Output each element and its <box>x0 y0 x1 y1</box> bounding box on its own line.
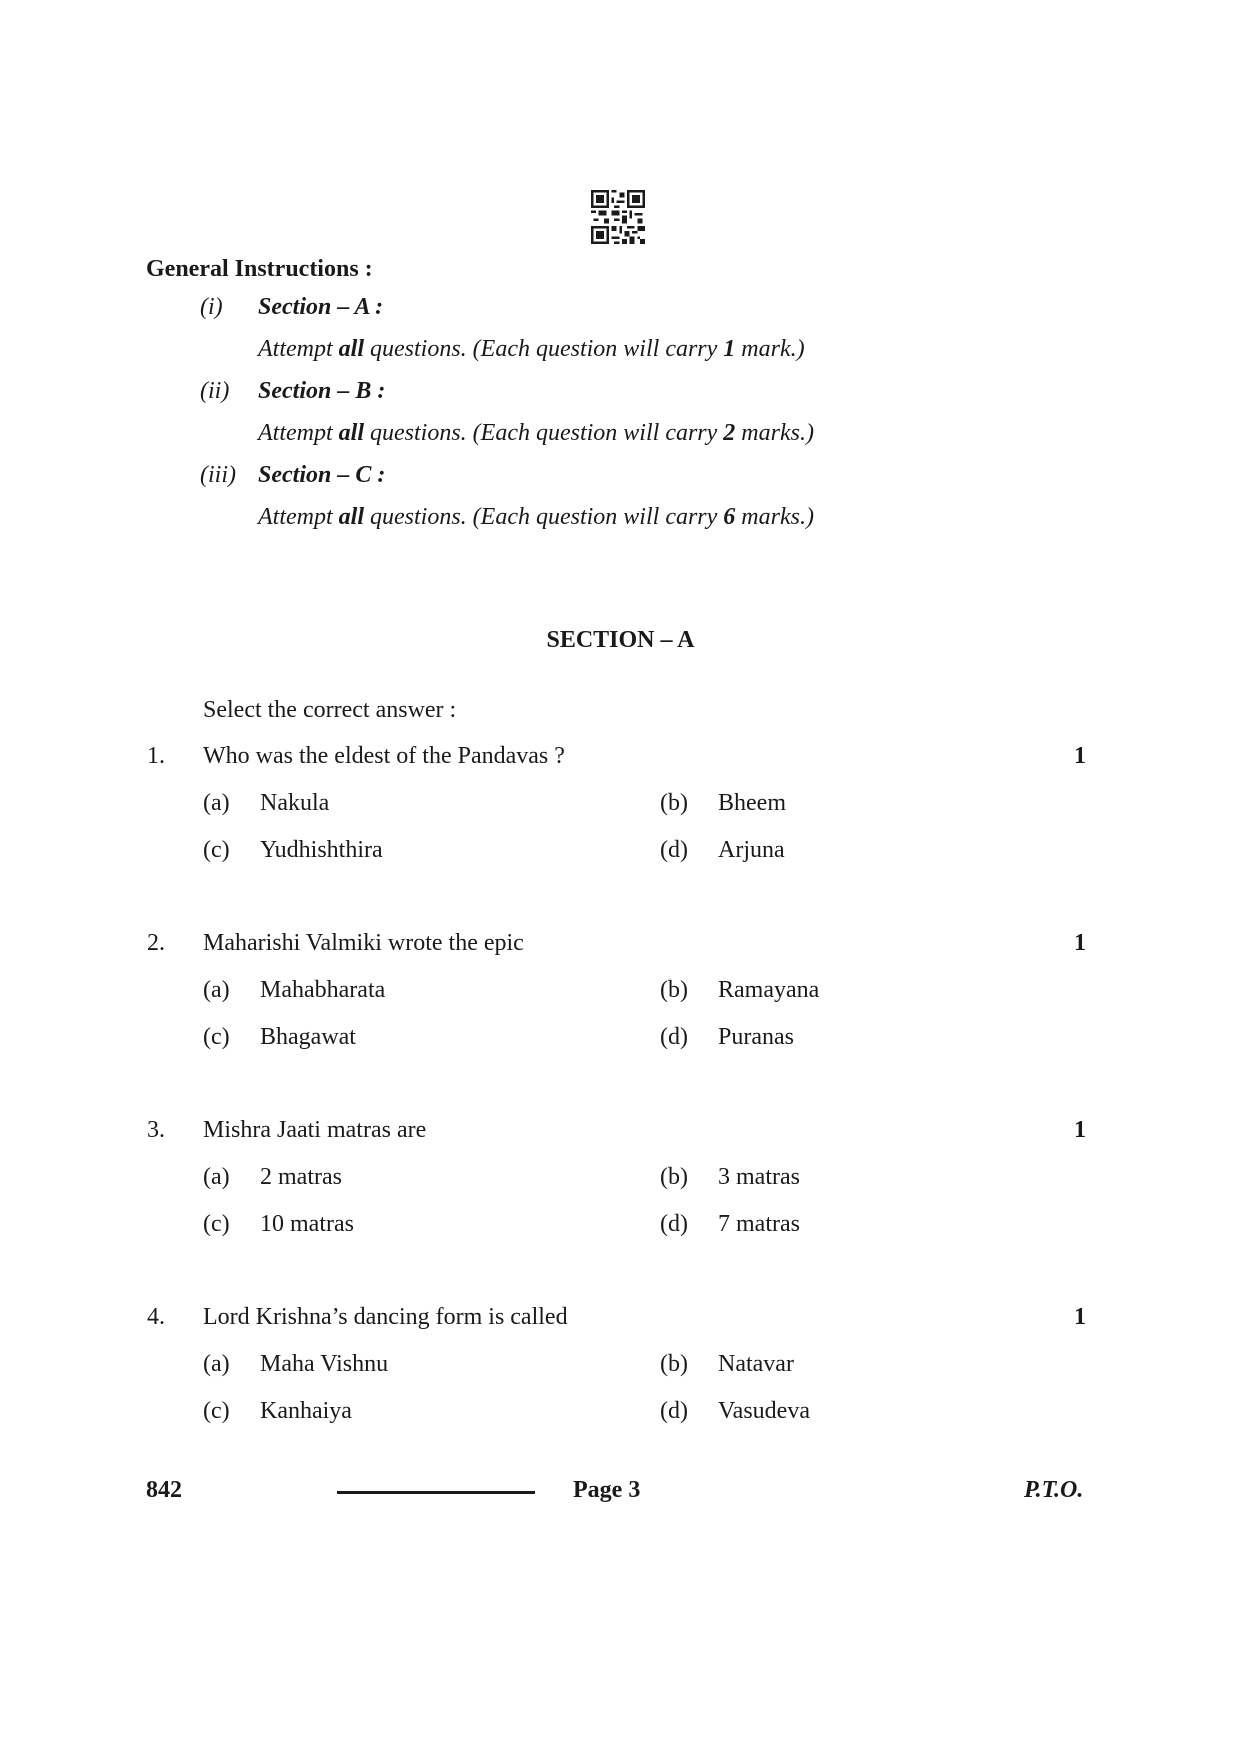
question-marks: 1 <box>1074 930 1086 956</box>
question-text: Who was the eldest of the Pandavas ? <box>203 743 565 769</box>
option-text: Yudhishthira <box>260 837 383 863</box>
option-text: Natavar <box>718 1351 794 1377</box>
instruction-attempt-text: Attempt all questions. (Each question will carry 6 marks.) <box>258 504 814 530</box>
option-label: (d) <box>660 1024 688 1050</box>
option-label: (c) <box>203 1211 230 1237</box>
instruction-number: (ii) <box>200 378 230 404</box>
option-text: Bheem <box>718 790 786 816</box>
option-text: Maha Vishnu <box>260 1351 389 1377</box>
option-label: (c) <box>203 1398 230 1424</box>
option-text: Kanhaiya <box>260 1398 352 1424</box>
please-turn-over: P.T.O. <box>1024 1477 1084 1503</box>
option-label: (d) <box>660 1211 688 1237</box>
option-text: Arjuna <box>718 837 785 863</box>
question-marks: 1 <box>1074 743 1086 769</box>
option-text: 7 matras <box>718 1211 800 1237</box>
question-text: Lord Krishna’s dancing form is called <box>203 1304 568 1330</box>
option-label: (b) <box>660 1164 688 1190</box>
option-text: 2 matras <box>260 1164 342 1190</box>
instruction-section-label: Section – B : <box>258 378 386 404</box>
select-answer-prompt: Select the correct answer : <box>203 697 457 723</box>
instruction-attempt-text: Attempt all questions. (Each question will carry 2 marks.) <box>258 420 814 446</box>
paper-code: 842 <box>146 1477 182 1503</box>
question-marks: 1 <box>1074 1304 1086 1330</box>
option-label: (d) <box>660 837 688 863</box>
footer-divider <box>337 1491 535 1494</box>
question-number: 3. <box>147 1117 165 1143</box>
general-instructions-title: General Instructions : <box>146 256 373 282</box>
question-number: 4. <box>147 1304 165 1330</box>
option-text: Ramayana <box>718 977 820 1003</box>
option-label: (a) <box>203 790 230 816</box>
option-text: Vasudeva <box>718 1398 810 1424</box>
instruction-number: (i) <box>200 294 223 320</box>
instruction-section-label: Section – C : <box>258 462 386 488</box>
option-text: Puranas <box>718 1024 794 1050</box>
option-label: (a) <box>203 977 230 1003</box>
qr-code-icon <box>591 190 645 244</box>
option-text: 10 matras <box>260 1211 354 1237</box>
option-label: (d) <box>660 1398 688 1424</box>
option-label: (b) <box>660 790 688 816</box>
question-text: Mishra Jaati matras are <box>203 1117 427 1143</box>
question-number: 1. <box>147 743 165 769</box>
option-label: (a) <box>203 1351 230 1377</box>
instruction-number: (iii) <box>200 462 236 488</box>
option-label: (c) <box>203 837 230 863</box>
option-text: Bhagawat <box>260 1024 356 1050</box>
section-a-heading: SECTION – A <box>546 627 695 653</box>
question-number: 2. <box>147 930 165 956</box>
option-label: (b) <box>660 1351 688 1377</box>
option-label: (b) <box>660 977 688 1003</box>
option-text: Mahabharata <box>260 977 386 1003</box>
question-marks: 1 <box>1074 1117 1086 1143</box>
option-text: 3 matras <box>718 1164 800 1190</box>
option-label: (a) <box>203 1164 230 1190</box>
instruction-section-label: Section – A : <box>258 294 384 320</box>
option-text: Nakula <box>260 790 330 816</box>
instruction-attempt-text: Attempt all questions. (Each question will carry 1 mark.) <box>258 336 805 362</box>
option-label: (c) <box>203 1024 230 1050</box>
page-number: Page 3 <box>573 1477 641 1503</box>
question-text: Maharishi Valmiki wrote the epic <box>203 930 524 956</box>
